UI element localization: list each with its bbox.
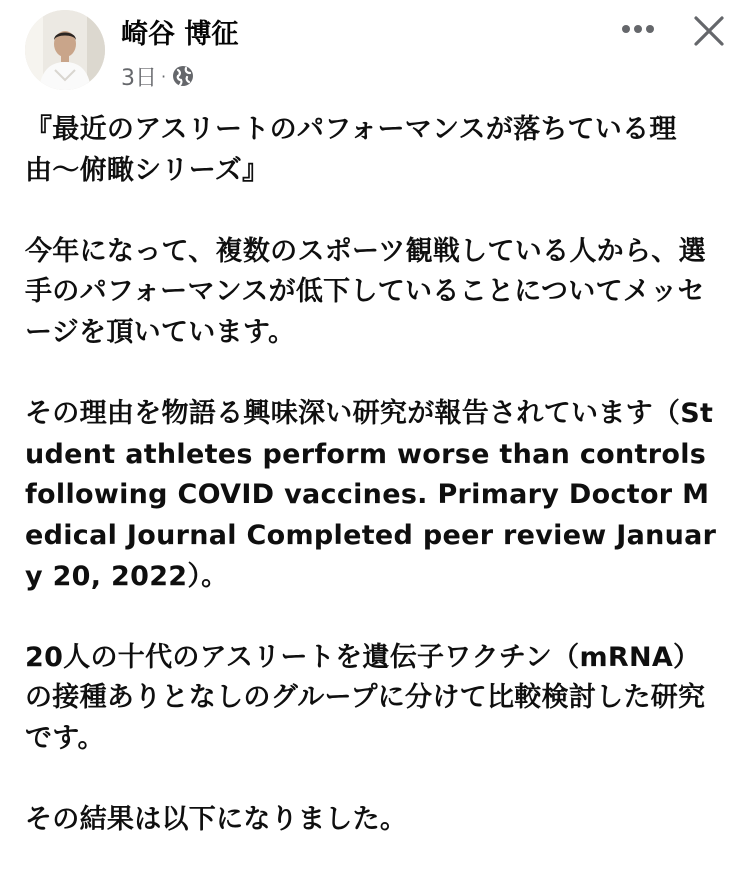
avatar-photo	[25, 10, 105, 90]
post-body	[25, 110, 727, 841]
post-meta	[121, 62, 194, 90]
globe-icon[interactable]	[172, 65, 194, 87]
post-paragraph: その理由を物語る興味深い研究が報告されています（Student athletes perform worse than controls following COVID vaccines. Primary Doctor Medical Journal Completed peer review January 20, 2022）。	[25, 398, 717, 592]
post-paragraph: 20人の十代のアスリートを遺伝子ワクチン（mRNA）の接種ありとなしのグループに分けて比較検討した研究です。	[25, 641, 706, 754]
post-time[interactable]: 3日	[121, 65, 157, 91]
more-dots-icon[interactable]	[618, 18, 658, 40]
post-paragraph: その結果は以下になりました。	[25, 804, 408, 836]
close-icon[interactable]	[692, 14, 726, 48]
author-avatar[interactable]	[25, 10, 105, 90]
author-name[interactable]: 崎谷 博征	[121, 19, 239, 50]
post-header	[0, 0, 750, 100]
post-paragraph-title: 『最近のアスリートのパフォーマンスが落ちている理由〜俯瞰シリーズ』	[25, 114, 677, 186]
meta-separator: ·	[161, 66, 167, 86]
post-paragraph: 今年になって、複数のスポーツ観戦している人から、選手のパフォーマンスが低下していることについてメッセージを頂いています。	[25, 235, 706, 348]
